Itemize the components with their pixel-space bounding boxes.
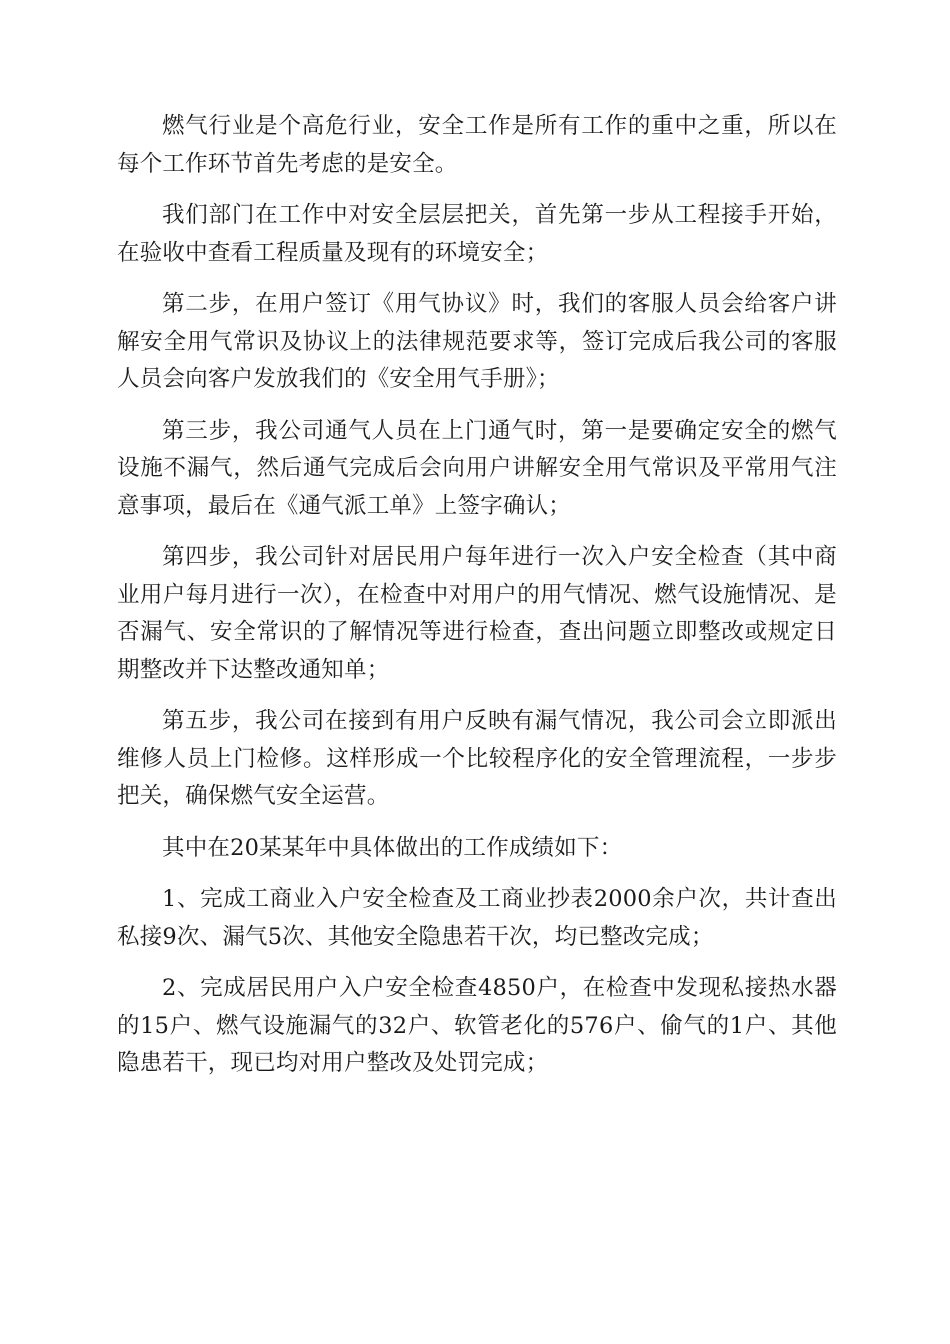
paragraph-intro: 燃气行业是个高危行业，安全工作是所有工作的重中之重，所以在每个工作环节首先考虑的是安全。 [117, 113, 837, 177]
paragraph-step-four: 第四步，我公司针对居民用户每年进行一次入户安全检查（其中商业用户每月进行一次），在检查中对用户的用气情况、燃气设施情况、是否漏气、安全常识的了解情况等进行检查，查出问题立即整改或规定日期整改并下达整改通知单； [117, 544, 837, 683]
document-body [117, 108, 837, 1097]
paragraph-achievements-intro: 其中在20某某年中具体做出的工作成绩如下： [162, 834, 623, 861]
paragraph-step-one: 我们部门在工作中对安全层层把关，首先第一步从工程接手开始，在验收中查看工程质量及现有的环境安全； [117, 202, 837, 266]
paragraph-achievement-one: 1、完成工商业入户安全检查及工商业抄表2000余户次，共计查出私接9次、漏气5次、其他安全隐患若干次，均已整改完成； [117, 886, 837, 950]
paragraph-step-three: 第三步，我公司通气人员在上门通气时，第一是要确定安全的燃气设施不漏气，然后通气完成后会向用户讲解安全用气常识及平常用气注意事项，最后在《通气派工单》上签字确认； [117, 417, 837, 519]
paragraph-step-two: 第二步，在用户签订《用气协议》时，我们的客服人员会给客户讲解安全用气常识及协议上的法律规范要求等，签订完成后我公司的客服人员会向客户发放我们的《安全用气手册》； [117, 291, 837, 392]
paragraph-step-five: 第五步，我公司在接到有用户反映有漏气情况，我公司会立即派出维修人员上门检修。这样形成一个比较程序化的安全管理流程，一步步把关，确保燃气安全运营。 [117, 708, 837, 809]
paragraph-achievement-two: 2、完成居民用户入户安全检查4850户，在检查中发现私接热水器的15户、燃气设施漏气的32户、软管老化的576户、偷气的1户、其他隐患若干，现已均对用户整改及处罚完成； [117, 975, 837, 1076]
